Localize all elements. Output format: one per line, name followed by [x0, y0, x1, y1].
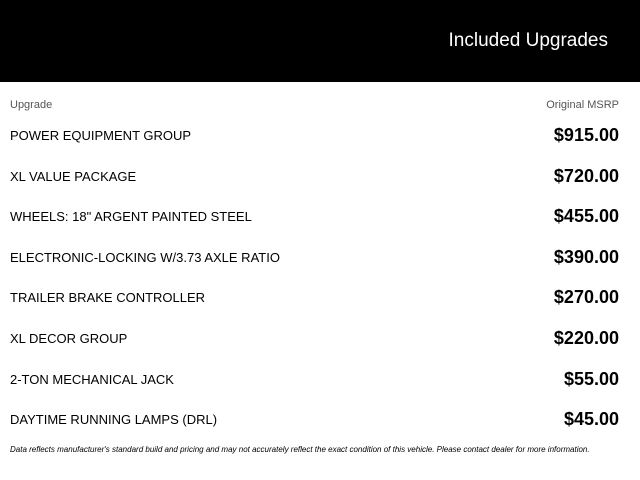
- upgrade-price: $720.00: [553, 165, 619, 186]
- upgrade-row: [10, 196, 619, 237]
- upgrade-row: [10, 359, 619, 400]
- upgrade-name: XL VALUE PACKAGE: [10, 168, 137, 184]
- column-header-msrp: Original MSRP: [546, 99, 619, 111]
- upgrade-name: 2-TON MECHANICAL JACK: [10, 371, 174, 387]
- upgrades-list: [10, 115, 619, 440]
- upgrade-name: DAYTIME RUNNING LAMPS (DRL): [10, 412, 218, 428]
- upgrade-row: [10, 237, 619, 278]
- column-header-upgrade: Upgrade: [10, 99, 53, 111]
- upgrade-row: [10, 156, 619, 197]
- upgrade-name: ELECTRONIC-LOCKING W/3.73 AXLE RATIO: [10, 249, 280, 265]
- upgrade-name: XL DECOR GROUP: [10, 330, 128, 346]
- upgrade-price: $915.00: [553, 125, 619, 145]
- upgrade-price: $45.00: [563, 409, 619, 430]
- upgrade-row: [10, 277, 619, 318]
- upgrade-price: $270.00: [553, 287, 619, 308]
- upgrade-name: POWER EQUIPMENT GROUP: [10, 128, 192, 143]
- column-headers: [10, 99, 619, 113]
- upgrade-name: TRAILER BRAKE CONTROLLER: [10, 290, 206, 306]
- upgrade-row: [10, 115, 619, 156]
- upgrade-row: [10, 318, 619, 359]
- upgrade-name: WHEELS: 18" ARGENT PAINTED STEEL: [10, 209, 252, 225]
- upgrade-price: $390.00: [553, 246, 619, 267]
- header-bar: [0, 0, 640, 82]
- page-title: Included Upgrades: [448, 30, 608, 51]
- upgrade-price: $220.00: [553, 327, 619, 348]
- upgrade-row: [10, 399, 619, 440]
- disclaimer-text: Data reflects manufacturer's standard build and pricing and may not accurately reflect the exact condition of this vehicle. Please contact dealer for more information.: [10, 445, 590, 454]
- upgrade-price: $55.00: [563, 368, 619, 389]
- upgrade-price: $455.00: [553, 206, 619, 227]
